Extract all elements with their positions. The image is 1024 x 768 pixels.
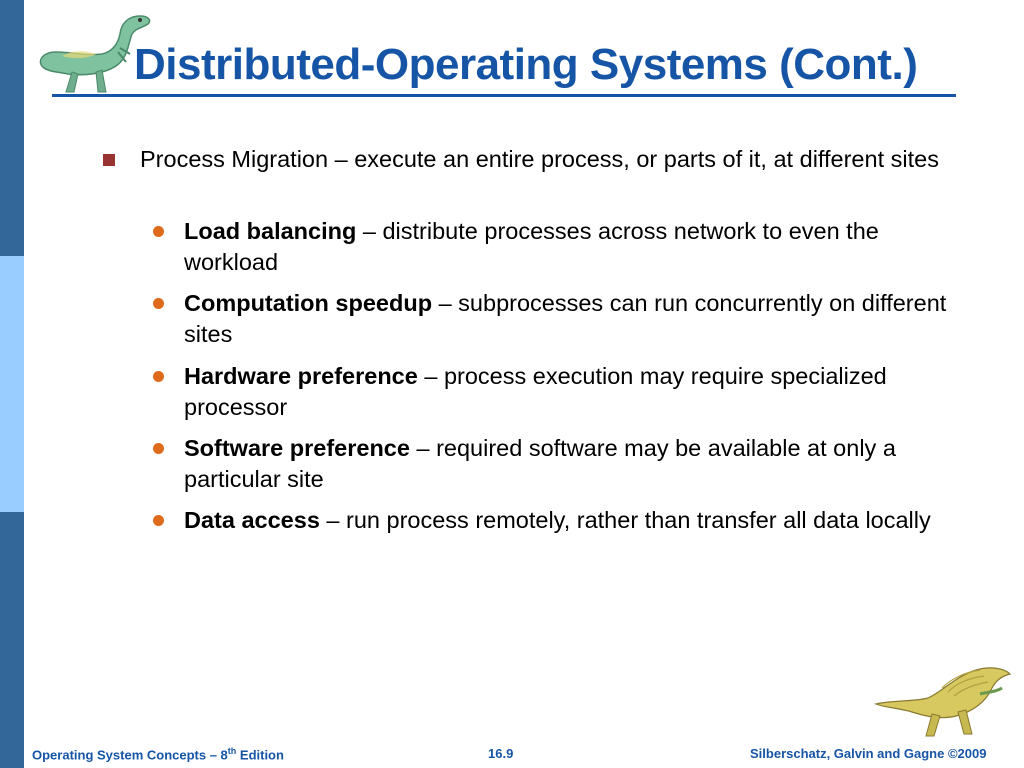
sub-bullet-term: Hardware preference [184,363,418,389]
sub-bullet-description: – process execution may require specialized processor [184,363,887,420]
footer-page-number: 16.9 [488,746,514,761]
sub-bullet-text [184,505,964,536]
sub-bullet-text [184,216,964,278]
footer-book-prefix: Operating System Concepts – 8 [32,747,228,763]
sub-bullet-description: – subprocesses can run concurrently on different sites [184,290,947,347]
sub-bullet-text [184,361,964,423]
main-bullet-text: Process Migration – execute an entire process, or parts of it, at different sites [140,146,939,172]
sub-bullet-description: – required software may be available at only a particular site [184,435,896,492]
sub-bullet-text [184,288,964,350]
sub-bullet-term: Software preference [184,435,410,461]
footer-copyright: Silberschatz, Galvin and Gagne ©2009 [750,746,987,761]
footer-book-title [32,746,284,762]
footer-book-superscript: th [227,746,237,756]
round-bullet-icon [153,443,164,454]
dinosaur-footer-icon [872,658,1014,740]
sub-bullet-description: – distribute processes across network to even the workload [184,218,879,275]
round-bullet-icon [153,515,164,526]
sub-bullet-description: – run process remotely, rather than transfer all data locally [319,507,931,533]
footer-book-suffix: Edition [236,747,284,763]
sub-bullet-term: Computation speedup [184,290,433,316]
round-bullet-icon [153,371,164,382]
round-bullet-icon [153,298,164,309]
sub-bullet-text [184,433,964,495]
square-bullet-icon [103,154,115,166]
sub-bullet-term: Data access [184,507,320,533]
round-bullet-icon [153,226,164,237]
slide-title: Distributed-Operating Systems (Cont.) [134,40,918,89]
sub-bullet-term: Load balancing [184,218,357,244]
